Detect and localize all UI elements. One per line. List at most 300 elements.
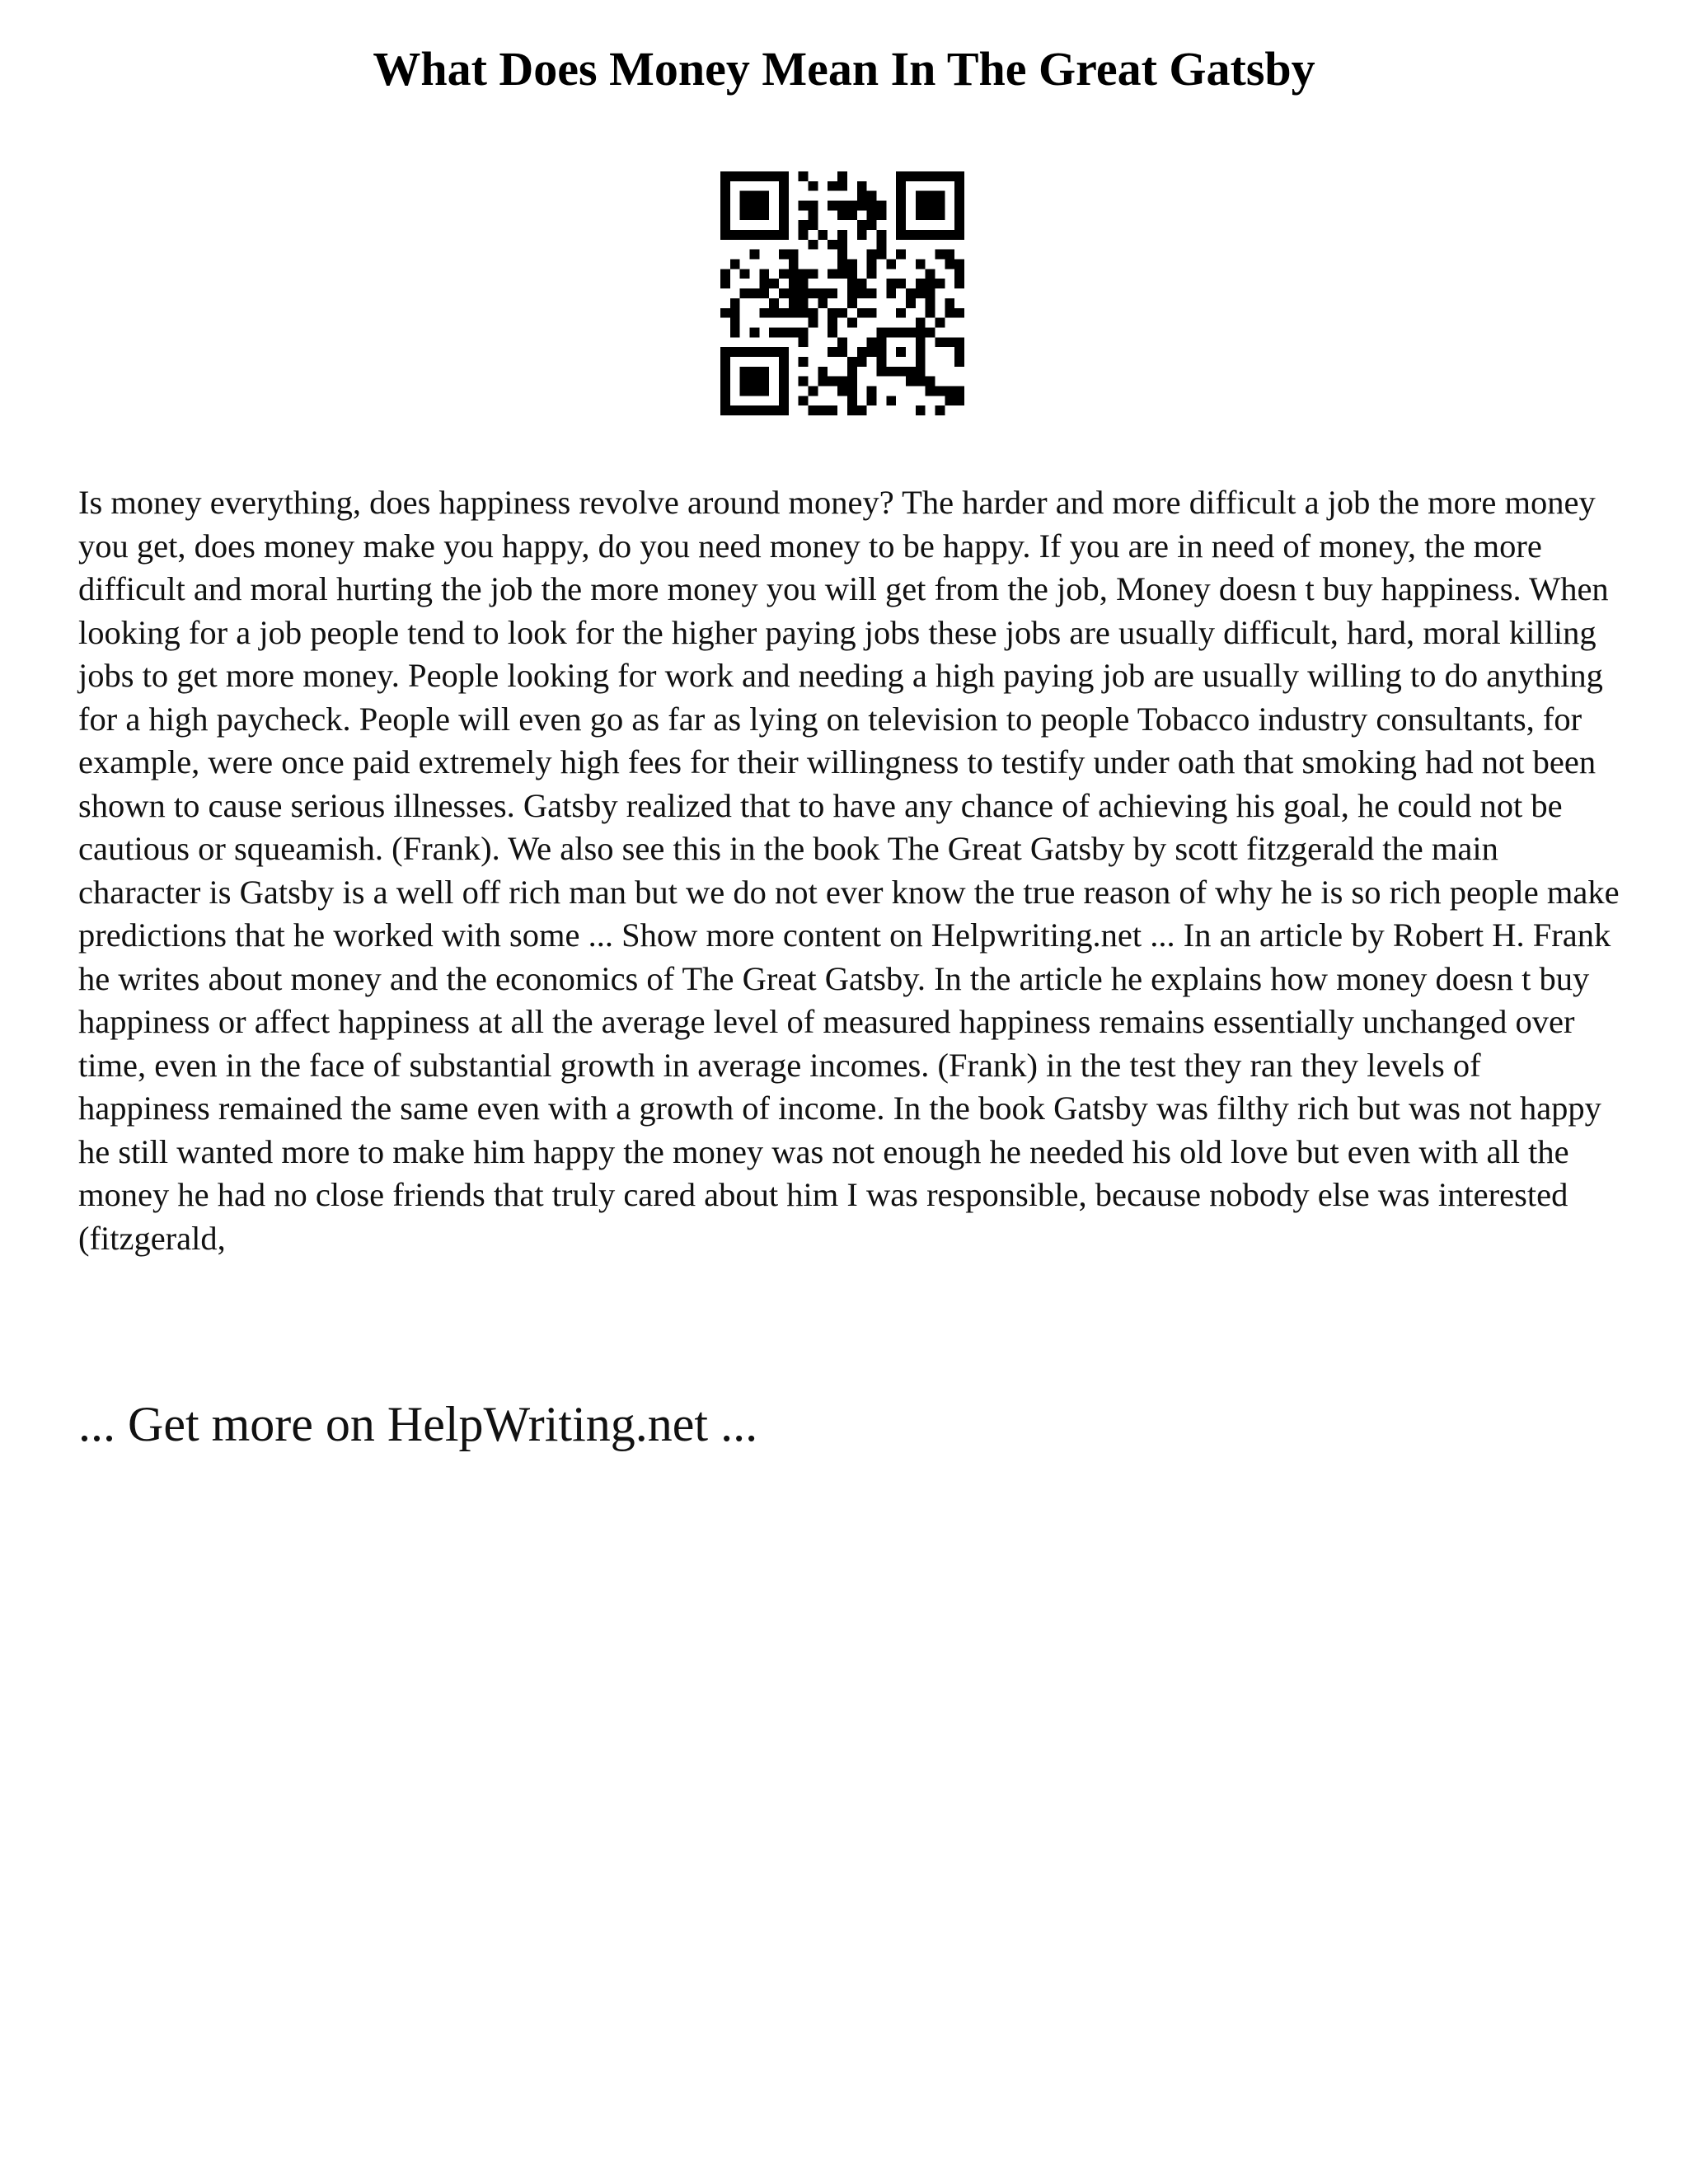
qr-module xyxy=(867,250,877,260)
qr-module xyxy=(740,405,750,415)
qr-module xyxy=(916,357,926,367)
qr-module xyxy=(876,201,886,211)
qr-module xyxy=(750,288,760,298)
qr-module xyxy=(935,201,945,211)
qr-module xyxy=(954,396,964,405)
qr-module xyxy=(837,386,847,396)
qr-module xyxy=(896,327,906,337)
qr-module xyxy=(847,318,857,328)
qr-module xyxy=(945,308,954,318)
qr-module xyxy=(857,191,867,201)
qr-module xyxy=(799,279,809,288)
qr-module xyxy=(789,298,799,308)
qr-module xyxy=(926,201,935,211)
qr-module xyxy=(799,396,809,405)
qr-module xyxy=(945,298,954,308)
qr-module xyxy=(906,288,916,298)
qr-module xyxy=(867,347,877,357)
qr-module xyxy=(935,230,945,240)
qr-module xyxy=(876,230,886,240)
qr-module xyxy=(954,308,964,318)
qr-module xyxy=(916,377,926,387)
qr-module xyxy=(857,347,867,357)
qr-module xyxy=(954,220,964,230)
qr-module xyxy=(916,201,926,211)
qr-module xyxy=(828,269,837,279)
qr-module xyxy=(720,220,730,230)
qr-module xyxy=(759,367,769,377)
qr-module xyxy=(799,327,809,337)
qr-module xyxy=(954,337,964,347)
qr-module xyxy=(837,337,847,347)
qr-module xyxy=(750,386,760,396)
qr-module xyxy=(730,298,740,308)
qr-module xyxy=(750,327,760,337)
qr-module xyxy=(759,386,769,396)
qr-module xyxy=(750,191,760,201)
qr-module xyxy=(779,210,789,220)
qr-module xyxy=(857,357,867,367)
qr-module xyxy=(720,230,730,240)
qr-module xyxy=(750,230,760,240)
qr-module xyxy=(945,396,954,405)
qr-module xyxy=(847,288,857,298)
qr-module xyxy=(720,347,730,357)
qr-module xyxy=(759,279,769,288)
qr-module xyxy=(779,269,789,279)
qr-module xyxy=(926,230,935,240)
qr-module xyxy=(759,405,769,415)
qr-module xyxy=(896,230,906,240)
qr-module xyxy=(720,269,730,279)
qr-module xyxy=(769,298,779,308)
qr-module xyxy=(876,327,886,337)
qr-module xyxy=(935,405,945,415)
qr-module xyxy=(837,171,847,181)
qr-module xyxy=(896,367,906,377)
qr-module xyxy=(779,250,789,260)
qr-module xyxy=(759,377,769,387)
qr-module xyxy=(809,405,818,415)
qr-module xyxy=(935,386,945,396)
qr-module xyxy=(779,386,789,396)
qr-module xyxy=(926,308,935,318)
qr-module xyxy=(837,308,847,318)
qr-module xyxy=(779,357,789,367)
qr-module xyxy=(779,367,789,377)
qr-module xyxy=(720,396,730,405)
qr-module xyxy=(916,337,926,347)
qr-module xyxy=(837,230,847,240)
qr-module xyxy=(837,269,847,279)
qr-module xyxy=(837,181,847,191)
qr-module xyxy=(926,269,935,279)
qr-module xyxy=(886,327,896,337)
qr-module xyxy=(809,288,818,298)
qr-module xyxy=(837,260,847,269)
qr-module xyxy=(916,318,926,328)
qr-module xyxy=(916,405,926,415)
qr-module xyxy=(720,181,730,191)
qr-module xyxy=(945,171,954,181)
qr-module xyxy=(896,181,906,191)
qr-module xyxy=(720,279,730,288)
qr-module xyxy=(809,269,818,279)
qr-module xyxy=(809,318,818,328)
qr-module xyxy=(954,201,964,211)
qr-module xyxy=(818,230,828,240)
qr-module xyxy=(935,171,945,181)
qr-module xyxy=(837,347,847,357)
qr-module xyxy=(857,230,867,240)
qr-module xyxy=(926,171,935,181)
qr-module xyxy=(730,171,740,181)
qr-module xyxy=(954,191,964,201)
qr-module xyxy=(769,347,779,357)
qr-module xyxy=(769,405,779,415)
qr-module xyxy=(954,210,964,220)
qr-module xyxy=(837,201,847,211)
qr-module xyxy=(886,288,896,298)
qr-module xyxy=(818,367,828,377)
qr-module xyxy=(916,230,926,240)
qr-module xyxy=(759,201,769,211)
qr-module xyxy=(779,230,789,240)
qr-module xyxy=(720,386,730,396)
qr-module xyxy=(916,279,926,288)
qr-module xyxy=(954,279,964,288)
qr-module xyxy=(828,327,837,337)
qr-module xyxy=(799,220,809,230)
qr-module xyxy=(837,250,847,260)
qr-module xyxy=(750,250,760,260)
qr-module xyxy=(799,201,809,211)
qr-module xyxy=(779,308,789,318)
qr-module xyxy=(847,396,857,405)
qr-module xyxy=(857,279,867,288)
qr-module xyxy=(886,396,896,405)
qr-module xyxy=(740,288,750,298)
qr-module xyxy=(799,171,809,181)
qr-module xyxy=(740,210,750,220)
qr-module xyxy=(779,327,789,337)
qr-module xyxy=(876,357,886,367)
qr-module xyxy=(720,367,730,377)
qr-module xyxy=(799,298,809,308)
qr-module xyxy=(867,191,877,201)
qr-module xyxy=(954,347,964,357)
qr-module xyxy=(847,405,857,415)
qr-module xyxy=(857,201,867,211)
qr-module xyxy=(809,240,818,250)
qr-module xyxy=(867,220,877,230)
qr-module xyxy=(916,171,926,181)
qr-module xyxy=(740,230,750,240)
qr-module xyxy=(730,230,740,240)
qr-module xyxy=(906,230,916,240)
qr-module xyxy=(857,220,867,230)
qr-module xyxy=(847,210,857,220)
qr-module xyxy=(926,298,935,308)
qr-module xyxy=(720,210,730,220)
qr-module xyxy=(847,357,857,367)
qr-module xyxy=(779,396,789,405)
qr-module xyxy=(809,181,818,191)
qr-module xyxy=(818,405,828,415)
qr-module xyxy=(954,181,964,191)
qr-module xyxy=(954,386,964,396)
qr-module xyxy=(906,367,916,377)
qr-module xyxy=(779,377,789,387)
qr-module xyxy=(847,367,857,377)
qr-module xyxy=(779,405,789,415)
qr-module xyxy=(779,347,789,357)
qr-module xyxy=(740,367,750,377)
qr-module xyxy=(916,191,926,201)
qr-module xyxy=(867,308,877,318)
qr-module xyxy=(837,240,847,250)
qr-module xyxy=(857,405,867,415)
qr-module xyxy=(809,220,818,230)
qr-module xyxy=(828,318,837,328)
qr-module xyxy=(750,201,760,211)
qr-module xyxy=(916,210,926,220)
qr-module xyxy=(945,250,954,260)
qr-module xyxy=(730,347,740,357)
qr-module xyxy=(730,308,740,318)
qr-module xyxy=(896,191,906,201)
qr-module xyxy=(867,201,877,211)
qr-module xyxy=(867,386,877,396)
qr-module xyxy=(730,318,740,328)
qr-module xyxy=(945,386,954,396)
qr-module xyxy=(759,308,769,318)
qr-module xyxy=(799,288,809,298)
qr-module xyxy=(750,347,760,357)
qr-module xyxy=(740,171,750,181)
qr-module xyxy=(779,220,789,230)
qr-module xyxy=(935,250,945,260)
qr-module xyxy=(886,279,896,288)
qr-module xyxy=(828,240,837,250)
qr-module xyxy=(876,367,886,377)
qr-module xyxy=(857,288,867,298)
qr-module xyxy=(799,230,809,240)
qr-module xyxy=(828,181,837,191)
qr-module xyxy=(847,377,857,387)
qr-module xyxy=(886,260,896,269)
essay-body-text: Is money everything, does happiness revolve around money? The harder and more difficult a job the more money you get, does money make you happy, do you need money to be happy. If you are in need of money, the more difficult and moral hurting the job the more money you will get from the job, Money doesn t buy happiness. When looking for a job people tend to look for the higher paying jobs these jobs are usually difficult, hard, moral killing jobs to get more money. People looking for work and needing a high paying job are usually willing to do anything for a high paycheck. People will even go as far as lying on television to people Tobacco industry consultants, for example, were once paid extremely high fees for their willingness to testify under oath that smoking had not been shown to cause serious illnesses. Gatsby realized that to have any chance of achieving his goal, he could not be cautious or squeamish. (Frank). We also see this in the book The Great Gatsby by scott fitzgerald the main character is Gatsby is a well off rich man but we do not ever know the true reason of why he is so rich people make predictions that he worked with some ... Show more content on Helpwriting.net ... In an article by Robert H. Frank he writes about money and the economics of The Great Gatsby. In the article he explains how money doesn t buy happiness or affect happiness at all the average level of measured happiness remains essentially unchanged over time, even in the face of substantial growth in average incomes. (Frank) in the test they ran they levels of happiness remained the same even with a growth of income. In the book Gatsby was filthy rich but was not happy he still wanted more to make him happy the money was not enough he needed his old love but even with all the money he had no close friends that truly cared about him I was responsible, because nobody else was interested (fitzgerald, xyxy=(78,484,1620,1257)
qr-module xyxy=(926,288,935,298)
qr-module xyxy=(935,318,945,328)
qr-module xyxy=(730,260,740,269)
qr-module xyxy=(876,347,886,357)
qr-module xyxy=(916,327,926,337)
qr-module xyxy=(750,377,760,387)
qr-module xyxy=(789,250,799,260)
qr-module xyxy=(896,308,906,318)
qr-module xyxy=(809,210,818,220)
qr-module xyxy=(720,357,730,367)
qr-module xyxy=(876,337,886,347)
qr-module xyxy=(828,377,837,387)
qr-module xyxy=(799,377,809,387)
qr-module xyxy=(720,201,730,211)
qr-module xyxy=(954,260,964,269)
qr-module xyxy=(896,279,906,288)
qr-module xyxy=(906,171,916,181)
qr-module xyxy=(740,269,750,279)
qr-module xyxy=(935,210,945,220)
qr-module xyxy=(759,171,769,181)
qr-module xyxy=(769,171,779,181)
qr-module xyxy=(906,377,916,387)
qr-module xyxy=(926,191,935,201)
qr-module xyxy=(759,269,769,279)
qr-module xyxy=(906,327,916,337)
qr-code-graphic xyxy=(720,171,964,415)
qr-module xyxy=(779,181,789,191)
qr-module xyxy=(837,210,847,220)
qr-module xyxy=(750,367,760,377)
qr-module xyxy=(916,367,926,377)
qr-module xyxy=(740,191,750,201)
qr-module xyxy=(799,269,809,279)
qr-module xyxy=(720,171,730,181)
qr-module xyxy=(779,171,789,181)
qr-module xyxy=(896,250,906,260)
qr-module xyxy=(750,405,760,415)
qr-module xyxy=(730,327,740,337)
qr-module xyxy=(789,288,799,298)
qr-module xyxy=(896,201,906,211)
qr-module xyxy=(759,210,769,220)
qr-module xyxy=(926,377,935,387)
qr-module xyxy=(799,337,809,347)
qr-module xyxy=(828,308,837,318)
get-more-link[interactable]: ... Get more on HelpWriting.net ... xyxy=(78,1397,758,1451)
qr-module xyxy=(916,260,926,269)
qr-module xyxy=(954,269,964,279)
page-title: What Does Money Mean In The Great Gatsby xyxy=(373,42,1315,96)
qr-module xyxy=(867,210,877,220)
qr-module xyxy=(759,191,769,201)
qr-module xyxy=(926,279,935,288)
qr-module xyxy=(759,230,769,240)
qr-module xyxy=(945,260,954,269)
qr-module xyxy=(847,201,857,211)
qr-module xyxy=(759,347,769,357)
qr-module xyxy=(847,269,857,279)
qr-module xyxy=(935,279,945,288)
qr-module xyxy=(867,396,877,405)
qr-module xyxy=(769,327,779,337)
qr-module xyxy=(789,269,799,279)
qr-module xyxy=(926,327,935,337)
qr-module xyxy=(945,230,954,240)
qr-module xyxy=(809,386,818,396)
qr-module xyxy=(896,210,906,220)
qr-module xyxy=(720,308,730,318)
qr-module xyxy=(916,288,926,298)
qr-module xyxy=(769,308,779,318)
qr-module xyxy=(896,171,906,181)
qr-module xyxy=(954,230,964,240)
qr-module xyxy=(720,191,730,201)
qr-module xyxy=(876,240,886,250)
qr-module xyxy=(799,308,809,318)
qr-module xyxy=(789,279,799,288)
qr-module xyxy=(886,367,896,377)
qr-module xyxy=(926,386,935,396)
qr-module xyxy=(779,201,789,211)
qr-module xyxy=(730,405,740,415)
qr-module xyxy=(857,181,867,191)
qr-module xyxy=(847,260,857,269)
qr-module xyxy=(847,386,857,396)
qr-module xyxy=(789,308,799,318)
qr-module xyxy=(740,201,750,211)
qr-module xyxy=(867,288,877,298)
qr-module xyxy=(857,308,867,318)
qr-module xyxy=(828,347,837,357)
qr-module xyxy=(740,347,750,357)
qr-module xyxy=(769,279,779,288)
qr-module xyxy=(789,260,799,269)
qr-module xyxy=(828,288,837,298)
qr-module xyxy=(818,298,828,308)
qr-module xyxy=(867,337,877,347)
qr-module xyxy=(809,201,818,211)
qr-module xyxy=(750,171,760,181)
qr-code-icon[interactable] xyxy=(720,171,964,415)
qr-module xyxy=(916,347,926,357)
qr-module xyxy=(779,288,789,298)
qr-module xyxy=(926,210,935,220)
qr-module xyxy=(789,327,799,337)
qr-module xyxy=(935,191,945,201)
qr-module xyxy=(876,210,886,220)
qr-module xyxy=(896,220,906,230)
qr-module xyxy=(896,347,906,357)
qr-module xyxy=(720,377,730,387)
qr-module xyxy=(759,288,769,298)
qr-module xyxy=(720,405,730,415)
qr-module xyxy=(847,279,857,288)
qr-module xyxy=(799,357,809,367)
qr-module xyxy=(828,405,837,415)
qr-module xyxy=(906,298,916,308)
qr-module xyxy=(945,337,954,347)
qr-module xyxy=(809,308,818,318)
qr-module xyxy=(847,298,857,308)
qr-module xyxy=(740,386,750,396)
qr-module xyxy=(828,201,837,211)
qr-module xyxy=(818,288,828,298)
qr-module xyxy=(750,210,760,220)
qr-module xyxy=(769,230,779,240)
qr-module xyxy=(818,377,828,387)
qr-module xyxy=(954,357,964,367)
qr-module xyxy=(740,377,750,387)
qr-module xyxy=(935,337,945,347)
qr-module xyxy=(837,377,847,387)
qr-module xyxy=(779,191,789,201)
qr-module xyxy=(867,269,877,279)
qr-module xyxy=(954,171,964,181)
qr-module xyxy=(876,250,886,260)
qr-module xyxy=(867,260,877,269)
